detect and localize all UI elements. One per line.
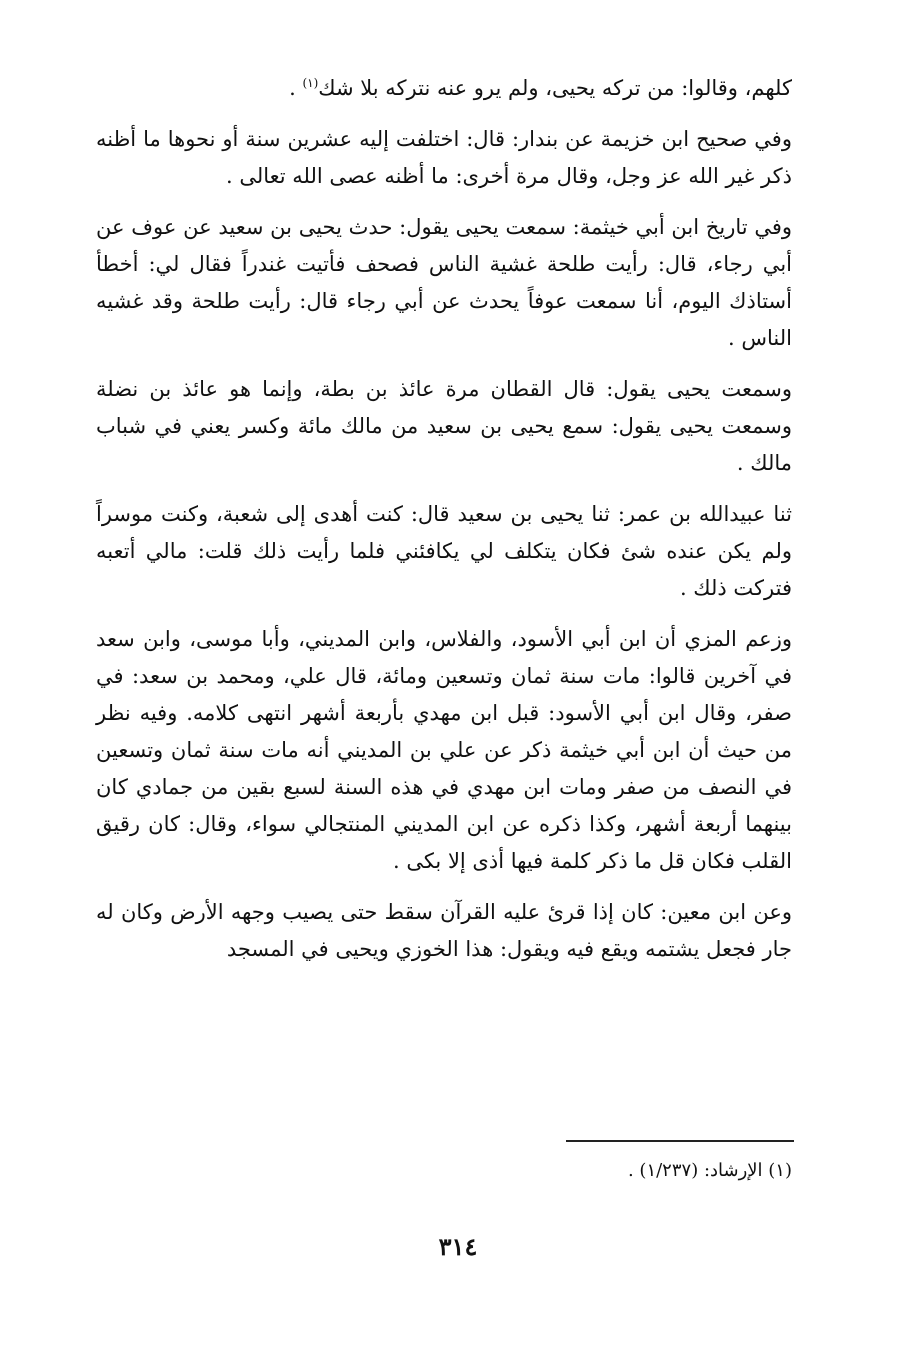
paragraph-5: ثنا عبيدالله بن عمر: ثنا يحيى بن سعيد قال: كنت أهدى إلى شعبة، وكنت موسراً ولم يكن عنده شئ فكان يتكلف لي يكافئني فلما رأيت ذلك قلت: مالي أتعبه فتركت ذلك .	[96, 502, 792, 600]
main-text	[96, 70, 792, 982]
paragraph-3: وفي تاريخ ابن أبي خيثمة: سمعت يحيى يقول: حدث يحيى بن سعيد عن عوف عن أبي رجاء، قال: رأيت طلحة غشية الناس فصحف فأتيت غندراً فقال لي: أخطأ أستاذك اليوم، أنا سمعت عوفاً يحدث عن أبي رجاء قال: رأيت طلحة وقد غشيه الناس .	[96, 215, 792, 350]
footnote: (١) الإرشاد: (١/٢٣٧) .	[627, 1160, 792, 1181]
paragraph-7: وعن ابن معين: كان إذا قرئ عليه القرآن سقط حتى يصيب وجهه الأرض وكان له جار فجعل يشتمه ويقع فيه ويقول: هذا الخوزي ويحيى في المسجد	[96, 900, 792, 961]
paragraph-1: كلهم، وقالوا: من تركه يحيى، ولم يرو عنه نتركه بلا شك$^{(١)}$ .	[289, 76, 792, 100]
paragraph-4: وسمعت يحيى يقول: قال القطان مرة عائذ بن بطة، وإنما هو عائذ بن نضلة وسمعت يحيى يقول: سمع يحيى بن سعيد من مالك مائة وكسر يعني في شباب مالك .	[96, 377, 792, 475]
paragraph-6: وزعم المزي أن ابن أبي الأسود، والفلاس، وابن المديني، وأبا موسى، وابن سعد في آخرين قالوا: مات سنة ثمان وتسعين ومائة، قال علي، ومحمد بن سعد: في صفر، وقال ابن أبي الأسود: قبل ابن مهدي بأربعة أشهر انتهى كلامه. وفيه نظر من حيث أن ابن أبي خيثمة ذكر عن علي بن المديني أنه مات سنة ثمان وتسعين في النصف من صفر ومات ابن مهدي في هذه السنة لسبع بقين من جمادي كان بينهما أربعة أشهر، وكذا ذكره عن ابن المديني المنتجالي سواء، وقال: كان رقيق القلب فكان قل ما ذكر كلمة فيها أذى إلا بكى .	[96, 627, 792, 873]
paragraph-2: وفي صحيح ابن خزيمة عن بندار: قال: اختلفت إليه عشرين سنة أو نحوها ما أظنه ذكر غير الله عز وجل، وقال مرة أخرى: ما أظنه عصى الله تعالى .	[96, 127, 792, 188]
page-number: ٣١٤	[438, 1232, 478, 1261]
footnote-marker: (١)	[302, 76, 319, 90]
footnote-divider	[566, 1140, 794, 1142]
